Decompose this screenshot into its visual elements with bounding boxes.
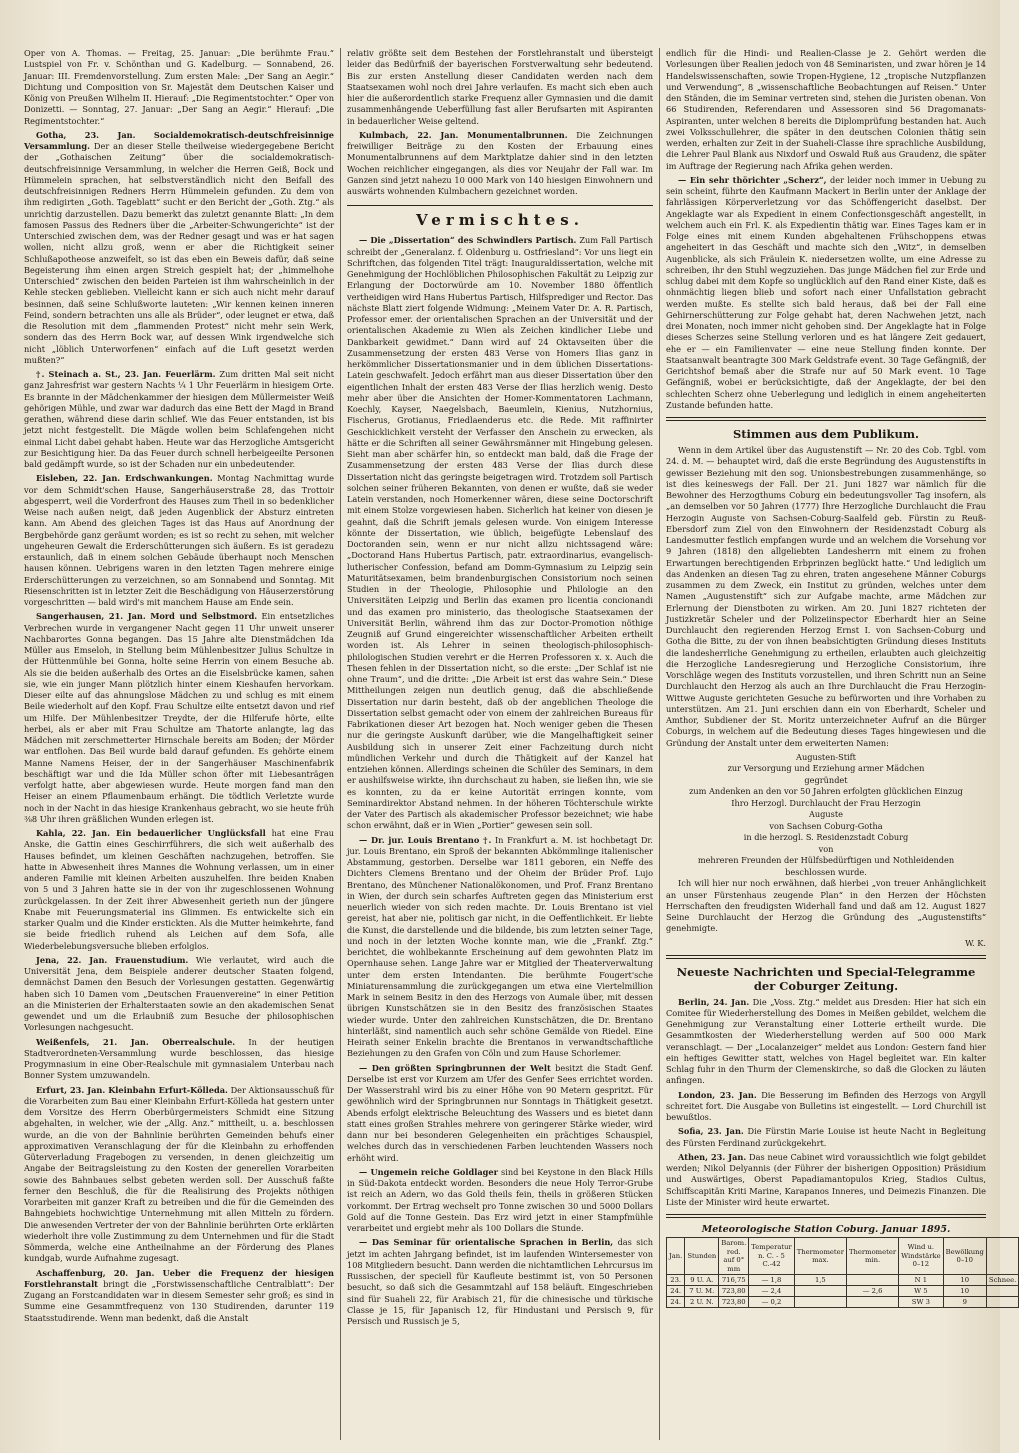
article [666, 48, 986, 172]
article-dateline: Gotha, 23. Jan. Socialdemokratisch-deutschfreisinnige Versammlung. [24, 129, 334, 151]
weather-table-body [667, 1275, 1019, 1308]
weather-cell: 10 [943, 1286, 986, 1297]
weather-cell: 9 [943, 1297, 986, 1308]
article-dateline: Berlin, 24. Jan. [678, 996, 750, 1007]
weather-cell [846, 1275, 898, 1286]
article-dateline: — Ungemein reiche Goldlager [359, 1166, 498, 1177]
stift-name-line: mehreren Freunden der Hülfsbedürftigen und Nothleidenden [697, 855, 955, 866]
article-body: der leider noch immer in Uebung zu sein scheint, führte den Kaufmann Mackert in Berlin unter der Anklage der fahrlässigen Körperverletzung vor das Schöffengericht daselbst. Der Angeklagte war als Expedient in einem Confectionsgeschäft angestellt, in welchem auch ein Frl. K. als Expedientin thätig war. Eines Tages kam er in Folge eines mit einem Kunden abgehaltenen Frühschoppens etwas angeheitert in das Geschäft und machte sich den „Witz“, in demselben Augenblicke, als sich Fräulein K. niedersetzen wollte, um eine Adresse zu schreiben, ihr den Stuhl wegzuziehen. Das junge Mädchen fiel zur Erde und schlug dabei mit dem Kopfe so unglücklich auf den Rand einer Kiste, daß es ohnmächtig liegen blieb und sofort nach einer Unfallstation gebracht werden mußte. Es stellte sich bald heraus, daß bei der Fall eine Gehirnerschütterung zur Folge gehabt hat, deren Nachwehen jetzt, nach drei Monaten, noch immer nicht gehoben sind. Der Angeklagte hat in Folge dieses Scherzes seine Stellung verloren und es hat längere Zeit gedauert, ehe er — ein Familienvater — eine neue Stellung finden konnte. Der Staatsanwalt beantragte 300 Mark Geldstrafe event. 30 Tage Gefängniß, der Gerichtshof bemaß aber die Strafe nur auf 50 Mark event. 10 Tage Gefängniß, wobei er berücksichtigte, daß der Angeklagte, der bei den schlechten Scherz ohne Ueberlegung und lediglich in einem angeheiterten Zustande befunden hatte. [666, 174, 986, 410]
article [24, 955, 334, 1034]
section-heading-telegramme: Neueste Nachrichten und Special-Telegramme der Coburger Zeitung. [676, 964, 976, 993]
article [347, 48, 653, 127]
weather-cell: — 0,2 [749, 1297, 795, 1308]
stift-name-line: beschlossen wurde. [785, 866, 867, 877]
article-body: bringt die „Forstwissenschaftliche Centralblatt“: Der Zugang an Forstcandidaten war in diesem Semester sehr groß; es sind in Summe eine Gesammtfrequenz von 130 Studirenden, darunter 119 Staatsstudirende. Wenn man bedenkt, daß die Anstalt [24, 1278, 334, 1323]
article [24, 828, 334, 952]
weather-row [667, 1297, 1019, 1308]
stift-name-line: zum Andenken an den vor 50 Jahren erfolgten glücklichen Einzug [689, 786, 963, 797]
article [347, 1167, 653, 1235]
section-heading-stimmen: Stimmen aus dem Publikum. [732, 427, 920, 441]
weather-cell: — 1,8 [749, 1275, 795, 1286]
weather-cell: — 2,4 [749, 1286, 795, 1297]
weather-row [667, 1275, 1019, 1286]
article-body: relativ größte seit dem Bestehen der Forstlehranstalt und übersteigt leider das Bedürfniß der bayerischen Forstverwaltung sehr bedeutend. Bis zur ersten Anstellung dieser Candidaten werden nach dem Staatsexamen wohl noch drei Jahre verlaufen. Es macht sich eben auch hier die außerordentlich starke Frequenz aller Gymnasien und die damit zusammenhängende Ueberfüllung fast aller Berufsarten mit Aspiranten in bedauerlicher Weise geltend. [347, 48, 653, 126]
stift-name-line: zur Versorgung und Erziehung armer Mädchen [727, 763, 925, 774]
article-dateline: — Die „Dissertation“ des Schwindlers Partisch. [359, 235, 577, 246]
article [24, 1085, 334, 1265]
stift-name-line: in die herzogl. S. Residenzstadt Coburg [743, 832, 909, 843]
weather-cell: 2 U. N. [685, 1297, 719, 1308]
weather-table-title: Meteorologische Station Coburg. Januar 1895. [701, 1224, 951, 1235]
weather-column-header [986, 1238, 1018, 1275]
article-dateline: — Das Seminar für orientalische Sprachen in Berlin, [359, 1237, 614, 1248]
article [666, 1152, 986, 1208]
section-heading-vermischtes: Vermischtes. [347, 205, 653, 229]
article-dateline: Sangerhausen, 21. Jan. Mord und Selbstmord. [36, 611, 258, 622]
article-dateline: — Ein sehr thörichter „Scherz“, [678, 174, 827, 185]
weather-cell: N 1 [899, 1275, 943, 1286]
weather-cell: Schnee. [986, 1275, 1018, 1286]
article [24, 473, 334, 608]
weather-cell [986, 1286, 1018, 1297]
article [24, 1037, 334, 1082]
article [24, 369, 334, 470]
weather-column-header: Wind u. Windstärke 0–12 [899, 1238, 943, 1275]
weather-cell: 9 U. A. [685, 1275, 719, 1286]
weather-cell: 723,80 [719, 1297, 749, 1308]
column-1 [22, 48, 340, 1440]
article-dateline: Weißenfels, 21. Jan. Oberrealschule. [36, 1036, 236, 1047]
article-dateline: Kahla, 22. Jan. Ein bedauerlicher Unglücksfall [36, 828, 266, 838]
article-body: Der Aktionsausschuß für die Vorarbeiten zum Bau einer Kleinbahn Erfurt-Kölleda hat gestern unter dem Vorsitze des Herrn Oberbürgermeisters Schmidt eine Sitzung abgehalten, in welcher, wie der „Allg. Anz.“ mittheilt, u. a. beschlossen wurde, an die von der Bahnlinie berührten Gemeinden behufs einer approximativen Veranschlagung der für die Kleinbahn zu erhoffenden Güterverladung Fragebogen zu versenden, in denen gleichzeitig um Angabe der Beitragsleistung zu den Kosten der generellen Vorarbeiten sowie des Bahnbaues selbst gebeten werden soll. Der Ausschuß faßte ferner den Beschluß, die für die Realisirung des Projekts nöthigen Vorarbeiten mit ganzer Kraft zu betreiben und die für die Gemeinden des Bahngebiets hochwichtige Unternehmung mit allen Mitteln zu fördern. Die anwesenden Vertreter der von der Bahnlinie berührten Orte erklärten wiederholt ihre volle Zustimmung zu dem Unternehmen und für die Stadt Sömmerda, welche eine Antheilnahme an der Förderung des Planes kundgab, wurde Aufnahme zugesagt. [24, 1084, 334, 1264]
section-divider [666, 417, 986, 421]
weather-cell [794, 1286, 846, 1297]
article-dateline: Athen, 23. Jan. [678, 1151, 747, 1162]
article [24, 611, 334, 825]
weather-cell [986, 1297, 1018, 1308]
article-dateline: Kulmbach, 22. Jan. Monumentalbrunnen. [359, 129, 568, 140]
article-body: Wie verlautet, wird auch die Universität Jena, dem Beispiele anderer deutscher Staaten folgend, demnächst Damen den Besuch der Vorlesungen gestatten. Gegenwärtig haben sich 10 Damen vom „Deutschen Frauenvereine“ in einer Petition an die Ministerien der Erhalterstaaten sowie an den akademischen Senat gewendet und um die Erlaubniß zum Besuche der philosophischen Vorlesungen nachgesucht. [24, 954, 334, 1033]
article-dateline: London, 23. Jan. [678, 1089, 757, 1100]
stift-name-line: von Sachsen Coburg-Gotha [769, 820, 883, 831]
article [347, 235, 653, 831]
article-text: Wenn in dem Artikel über das Augustenstift — Nr. 20 des Cob. Tgbl. vom 24. d. M. — behauptet wird, daß die erste Begründung des Augustenstifts in gewisser Beziehung mit den sog. Unionsbestrebungen zusammenhänge, so ist dies keineswegs der Fall. Der 21. Juni 1827 war nämlich für die Bewohner des Herzogthums Coburg ein bedeutungsvoller Tag insofern, als „an demselben vor 50 Jahren (1777) Ihre Herzogliche Durchlaucht die Frau Herzogin Auguste von Sachsen-Coburg-Saalfeld geb. Fürstin zu Reuß-Ebersdorf zum Ziel von den Einwohnern der Residenzstadt Coburg als Landesmutter festlich empfangen wurde und an welchem die Vorsehung vor 9 Jahren (1818) den allgeliebten Landesherrn mit einem zu frohen Erwartungen berechtigenden Erbprinzen beglückt hatte.“ Und lediglich um das Andenken an diesen Tag zu ehren, traten angesehene Männer Coburgs zusammen zu dem Zweck, ein Institut zu gründen, welches unter dem Namen „Augustenstift“ sich zur Aufgabe machte, arme Mädchen zur Erlernung der Dienstboten zu wirken. Am 20. Juni 1827 richteten der Justizkretär Scheler und der Polizeiinspector Eberhardt hier an Seine Durchlaucht den regierenden Herzog Ernst I. von Sachsen-Coburg und Gotha die Bitte, zu der von ihnen beabsichtigten Gründung dieses Instituts die landesherrliche Genehmigung zu ertheilen, erlaubten auch gleichzeitig die Herzogliche Landesregierung und Herzogliche Consistorium, ihre Vorschläge wegen des Instituts vorzustellen, und ihren Schritt nun an Seine Durchlaucht den Herzog als auch an Ihre Durchlaucht die Frau Herzogin-Wittwe Auguste gerichteten Gesuche zu befürworten und ihre Vorhaben zu unterstützen. Am 21. Juni erschien dann ein von Eberhardt, Scheler und Amthor, Subdiener der St. Moritz unterzeichneter Aufruf an die Bürger Coburgs, in welchem auf die Bedeutung dieses Tages hingewiesen und die Gründung der Anstalt unter dem erweiterten Namen: [666, 445, 986, 748]
article-body: Zum Fall Partisch schreibt der „Generalanz. f. Oldenburg u. Ostfriesland“: Vor uns liegt ein Schriftchen, das folgenden Titel trägt: Inauguraldissertation, welche mit Genehmigung der Hochlöblichen Philosophischen Fakultät zu Leipzig zur Erlangung der Doctorwürde am 10. November 1880 öffentlich vertheidigen wird Hans Hubertus Partisch, Hilfsprediger und Rector. Das nächste Blatt ziert folgende Widmung: „Meinem Vater Dr. A. R. Partisch, Professor emer. der orientalischen Sprachen an der Universität und der orientalischen Akademie zu Wien als Zeichen kindlicher Liebe und Dankbarkeit gewidmet.“ Dann wird auf 24 Oktavseiten über die Zusammensetzung der ersten 483 Verse von Homers Ilias ganz in herkömmlicher Dissertationsmanier und in dem üblichen Dissertations-Latein geschwafelt. Jedoch erfährt man aus dieser Dissertation über den eigentlichen Inhalt der ersten 483 Verse der Ilias herzlich wenig. Desto mehr aber über die Ansichten der Homer-Kommentatoren Lachmann, Koechly, Kayser, Naegelsbach, Baeumlein, Kienius, Nutzhornius, Fischerus, Grotianus, Friedlaenderus etc. die Rede. Mit raffinirter Geschicklichkeit versteht der Verfasser den Anschein zu erwecken, als hätte er die Schriften all seiner Gewährsmänner mit Hingebung gelesen. Sieht man aber schärfer hin, so entdeckt man bald, daß die Frage der Zusammensetzung der ersten 483 Verse der Ilias durch diese Dissertation nicht das geringste beigetragen wird. Trotzdem soll Partisch solchen seiner früheren Bekannten, von denen er wußte, daß sie weder Latein verstanden, noch Homerkenner wären, diese seine Doctorschrift mit einem Stolze vorgewiesen haben. Sicherlich hat keiner von diesen je geahnt, daß die Schrift jemals gelesen wurde. Von einigem Interesse könnte der Dissertation, wie üblich, beigefügte Lebenslauf des Doctoranden sein, wenn er nur nicht allzu nichtssagend wäre: „Doctorand Hans Hubertus Partisch, patr. extraordinarius, evangelisch-lutherischer Confession, befand am Domm-Gymnasium zu Leipzig sein Maturitätsexamen, beim brandenburgischen Consistorium noch seinen Studien in der Theologie, Philosophie und Philologie an den Universitäten Leipzig und Berlin das examen pro licentia concionandi und das examen pro ministerio, das theologische Staatsexamen der Universität Berlin, während ihm das zur Doctor-Promotion nöthige Zeugniß auf Grund eingereichter wissenschaftlicher Arbeiten ertheilt worden ist. Als Lehrer in seinen theologisch-philosophisch-philologischen Studien verehrt er die Herren Professoren x. x. Auch die Thesen fehlen in der Dissertation nicht, so die erste: „Der Schlaf ist nie ohne Traum“, und die dritte: „Die Arbeit ist erst das wahre Sein.“ Diese Mittheilungen zeigen nun deutlich genug, daß die abschließende Dissertation nur darin besteht, daß ob der angeblichen Theologe die Dissertation selbst gemacht oder von einem der zahlreichen Bureaus für Fabrikationen dieser Art bezogen hat. Noch weniger geben die Thesen nur die geringste Auskunft darüber, wie die Mangelhaftigkeit seiner Ausbildung sich in unserer Zeit einer Fachzeitung durch nicht mündlichen Verkehr und durch die Thätigkeit auf der Kanzel hat entziehen können. Allerdings scheinen die Schüler des Seminars, in dem er aushilfsweise wirkte, ihn durchschaut zu haben, sie ließen ihn, wie sie es konnten, zu da er keine Autorität erringen konnte, vom Seminardirektor Abstand nehmen. In der höheren Töchterschule wirkte der Vater des Partisch als akademischer Professor bezeichnet; wie habe schon erwähnt, daß er in Wien „Portier“ gewesen sein soll. [347, 235, 653, 831]
article-body: In der heutigen Stadtverordneten-Versammlung wurde beschlossen, das hiesige Progymnasium in eine Ober-Realschule mit gymnasialem Unterbau nach Bonner System umzuwandeln. [24, 1036, 335, 1081]
weather-cell: 716,75 [719, 1275, 749, 1286]
stift-name-line: gegründet [804, 774, 848, 785]
weather-column-header: Stunden [685, 1238, 719, 1275]
article-body: Das neue Cabinet wird voraussichtlich wie folgt gebildet werden; Nikol Delyannis (der Führer der bisherigen Opposition) Präsidium und Auswärtiges, Oberst Papadiamantopulos Krieg, Stadios Cultus, Schiffscapitän Kriti Marine, Karapanos Inneres, und Deimezis Finanzen. Die Liste der Minister wird heute erwartet. [666, 1151, 986, 1207]
article-body: Die Zeichnungen freiwilliger Beiträge zu den Kosten der Erbauung eines Monumentalbrunnens auf dem Marktplatze dahier sind in den letzten Wochen reichlicher eingegangen, als dies vor Neujahr der Fall war. Im Ganzen sind jetzt nahezu 10 000 Mark von 140 hiesigen Einwohnern und auswärts wohnenden Kulmbachern gezeichnet worden. [347, 129, 653, 196]
article-body: endlich für die Hindi- und Realien-Classe je 2. Gehört werden die Vorlesungen über Realien jedoch von 48 Seminaristen, und zwar hören je 14 Handelswissenschaften, sowie Tropen-Hygiene, 12 „tropische Nutzpflanzen und Verwendung“, 8 „wissenschaftliche Beobachtungen auf Reisen.“ Unter den Ständen, die im Seminar vertreten sind, stehen die Juristen obenan. Von 66 Studirenden, Referendaren und Assessoren sind 56 Dragomanats-Aspiranten, unter welchen 8 bereits die Diplomprüfung bestanden hat. Auch zwei Volksschullehrer, die später in den deutschen Colonien thätig sein werden, erhalten zur Zeit in der Suaheli-Classe ihre sprachliche Ausbildung, die Lehrer Paul Blank aus Nixdorf und Oswald Ruß aus Graudenz, die später im Auftrage der Regierung nach Afrika gehen werden. [666, 48, 986, 171]
weather-cell: — 2,6 [846, 1286, 898, 1297]
article-dateline: Aschaffenburg, 20. Jan. Ueber die Frequenz der hiesigen Forstlehranstalt [24, 1267, 334, 1289]
stift-name-line: Auguste [808, 809, 844, 820]
stift-name-line: Ihro Herzogl. Durchlaucht der Frau Herzogin [731, 797, 921, 808]
weather-column-header: Thermometer max. [794, 1238, 846, 1275]
weather-cell: 1,5 [794, 1275, 846, 1286]
article [666, 175, 986, 411]
weather-cell: 24. [667, 1286, 685, 1297]
article-body: Der an dieser Stelle theilweise wiedergegebene Bericht der „Gothaischen Zeitung“ über die socialdemokratisch-deutschfreisinnige Versammlung, in welcher die Herren Geiß, Bock und Hümmelein sprachen, hat selbstverständlich nicht den Beifall des deutschfreisinnigen Redners Herrn Hümmelein gefunden. Zu dem von ihm redigirten „Goth. Tageblatt“ sucht er den Bericht der „Goth. Ztg.“ als unrichtig darzustellen. Dazu bemerkt das zuletzt genannte Blatt: „In dem famosen Passus des Redners über die „Arbeiter-Schwungerichte“ ist der Unterschied zwischen dem, was der Redner gesagt und was er hat sagen wollen, nicht allzu groß, wenn er aber die Richtigkeit seiner Schlußapotheose anzweifelt, so ist das eben ein Beweis dafür, daß seine Begeisterung ihm einen argen Streich gespielt hat; der „himmelhohe Unterschied“ zwischen den beiden Parteien ist ihm wahrscheinlich in der Kehle stecken geblieben. Vielleicht kann er sich auch nicht mehr darauf besinnen, daß seine Schlußworte lauteten: „Wir kennen keinen inneren Feind, sondern betrachten uns alle als Brüder“, oder leugnet er etwa, daß die Resolution mit dem „flammenden Protest“ nicht mehr sein Werk, sondern das des Herrn Bock war, auf dessen Wink irgendwelche sich nicht „löblich Unterworfenen“ einfach auf die Luft gesetzt werden mußten?“ [24, 141, 334, 365]
article-dateline: †. Steinach a. St., 23. Jan. Feuerlärm. [36, 369, 216, 379]
weather-cell [846, 1297, 898, 1308]
signature: W. K. [965, 937, 986, 948]
weather-cell: 7 U. M. [685, 1286, 719, 1297]
section-divider [666, 955, 986, 959]
column-2-bottom [347, 235, 653, 1327]
article-body: Die „Voss. Ztg.“ meldet aus Dresden: Hier hat sich ein Comitee für Wiederherstellung des Domes in Meißen gebildet, welchem die Genehmigung zur Veranstaltung einer Lotterie ertheilt wurde. Die Gesammtkosten der Wiederherstellung werden auf 500 000 Mark veranschlagt. — Der „Localanzeiger“ meldet aus London: Gestern fand hier ein heftiges Gewitter statt, welches von Hagel begleitet war. Ein kalter Schlag fuhr in den Thurm der Clemenskirche, so daß die Glocken zu läuten anfingen. [666, 996, 986, 1086]
article-dateline: Sofia, 23. Jan. [678, 1126, 744, 1137]
article [347, 1237, 653, 1327]
article-dateline: Eisleben, 22. Jan. Erdschwankungen. [36, 473, 213, 484]
article-body: Die Fürstin Marie Louise ist heute Nacht in Begleitung des Fürsten Ferdinand zurückgekehrt. [666, 1126, 986, 1148]
weather-column-header: Jan. [667, 1238, 685, 1275]
weather-column-header: Temperatur n. C. ‑ 5 C.‑42 [749, 1238, 795, 1275]
weather-column-header: Thermometer min. [846, 1238, 898, 1275]
weather-cell: 23. [667, 1275, 685, 1286]
weather-cell [794, 1297, 846, 1308]
article [24, 130, 334, 366]
article-dateline: Erfurt, 23. Jan. Kleinbahn Erfurt-Kölleda. [36, 1084, 228, 1095]
telegram-list [666, 997, 986, 1209]
weather-column-header: Barom. red. auf 0° mm [719, 1238, 749, 1275]
weather-table-header [667, 1238, 1019, 1275]
column-2-top [347, 48, 653, 197]
column-2 [341, 48, 659, 1440]
article-dateline: — Dr. jur. Louis Brentano †. [359, 834, 492, 845]
column-3-top [666, 48, 986, 411]
article-body: das sich jetzt im achten Jahrgang befindet, ist im laufenden Wintersemester von 108 Mitgliedern besucht. Dann werden die nichtamtlichen Lehrcursus im Russischen, der speciell für Kaufleute bestimmt ist, von 50 Personen besucht, so daß sich die Gesammtzahl auf 158 beläuft. Eingeschrieben sind für Suaheli 22, für Arabisch 21, für die chinesische und türkische Classe je 15, für Japanisch 12, für Hindustani und Persisch 9, für Persisch und Russisch je 5, [347, 1237, 653, 1326]
columns [22, 48, 1017, 1440]
weather-table [666, 1237, 1019, 1308]
column-3 [660, 48, 1017, 1440]
article-body: sind bei Keystone in den Black Hills in Süd-Dakota entdeckt worden. Besonders die neue Holy Terror-Grube ist reich an Adern, wo das Gold theils fein, theils in größeren Stücken vorkommt. Der Ertrag wechselt pro Tonne zwischen 30 und 5000 Dollars Gold auf die Tonne Gestein. Das Erz wird jetzt in einer Stampfmühle verarbeitet und ergiebt mehr als 100 Dollars die Stunde. [347, 1166, 653, 1233]
article-body: hat eine Frau Anske, die Gattin eines Geschirrführers, die sich weit außerhalb des Hauses befindet, um kleinen Geschäften nachzugehen, betroffen. Sie hatte in Abwesenheit ihres Mannes die Wohnung verlassen, um in einer anderen Familie mit kleinen Arbeiten auszuhelfen. Ihre beiden Knaben von 5 und 3 Jahren hatte sie in der von ihr zugeschlossenen Wohnung zurückgelassen. In der Zeit ihrer Abwesenheit gerieth nun der jüngere Knabe mit Feuerungsmaterial ins Glimmen. Es entwickelte sich ein starker Qualm und die Kinder erstickten. Als die Mutter heimkehrte, fand sie beide friedlich ruhend als Leichen auf dem Sofa, alle Wiederbelebungsversuche blieben erfolglos. [24, 828, 334, 951]
article-body: Ein entsetzliches Verbrechen wurde in vergangener Nacht gegen 11 Uhr unweit unserer Nachbarortes Gonna begangen. Das 15 Jahre alte Dienstmädchen Ida Müller aus Emseloh, in Stellung beim Mühlenbesitzer Julius Schultze in der Hüttenmühle bei Gonna, holte seine Herrin von einem Besuche ab. Als sie die beiden außerhalb des Ortes an die Eiselsbrücke kamen, sahen sie, wie ein junger Mann plötzlich hinter einem Kieshaufen hervorkam. Dieser eilte auf das ahnungslose Mädchen zu und schlug es mit einem Beile wiederholt auf den Kopf. Frau Schultze eilte entsetzt davon und rief um Hilfe. Der Mühlenbesitzer Treydte, der die Hilferufe hörte, eilte herbei, als er aber mit Frau Schultze am Thatorte anlangte, lag das Mädchen mit zerschmetterter Hirnschale bereits am Boden; der Mörder war entflohen. Das Beil wurde bald darauf gefunden. Es gehörte einem Manne Namens Heiser, der in der Sangerhäuser Maschinenfabrik beschäftigt war und die Ida Müller schon öfter mit Liebesanträgen verfolgt hatte, aber abgewiesen wurde. Heute morgen fand man den Heiser an einem Pflaumenbaum erhängt. Die tödtlich Verletzte wurde noch in der Nacht in das hiesige Krankenhaus gebracht, wo sie heute früh ⅜8 Uhr ihren gräßlichen Wunden erlegen ist. [24, 611, 334, 824]
article [666, 997, 986, 1087]
article-body: besitzt die Stadt Genf. Derselbe ist erst vor Kurzem am Ufer des Genfer Sees errichtet worden. Der Wasserstrahl wird bis zu einer Höhe von 90 Metern gespritzt. Für gewöhnlich wird der Springbrunnen nur Sonntags in Thätigkeit gesetzt. Abends erfolgt elektrische Beleuchtung des Wassers und es bietet dann statt eines großen Strahles mehrere von geringerer Stärke wieder, wird dann nur bei besonderen Gelegenheiten ein prächtiges Schauspiel, welches durch das in verschiedenen Farben leuchtenden Wassers noch erhöht wird. [347, 1062, 654, 1163]
article-dateline: Jena, 22. Jan. Frauenstudium. [36, 954, 189, 965]
stift-name-line: Augusten-Stift [796, 751, 856, 762]
article-body: Die Besserung im Befinden des Herzogs von Argyll schreitet fort. Die Ausgabe von Bulletins ist eingestellt. — Lord Churchill ist bewußtlos. [666, 1089, 987, 1122]
weather-cell: W 5 [899, 1286, 943, 1297]
article-body: Oper von A. Thomas. — Freitag, 25. Januar: „Die berühmte Frau.“ Lustspiel von Fr. v. Schönthan und G. Kadelburg. — Sonnabend, 26. Januar: III. Fremdenvorstellung. Zum ersten Male: „Der Sang an Aegir.“ Dichtung und Composition von Sr. Majestät dem Deutschen Kaiser und König von Preußen Wilhelm II. Hierauf: „Die Regimentstochter.“ Oper von Donizetti. — Sonntag, 27. Januar: „Der Sang an Aegir.“ Hierauf: „Die Regimentstochter.“ [24, 48, 334, 126]
weather-column-header: Bewölkung 0–10 [943, 1238, 986, 1275]
article [24, 1268, 334, 1324]
article-text: Ich will hier nur noch erwähnen, daß hierbei „von treuer Anhänglichkeit an unser Fürstenhaus zeugende Plan“ in den Herzen der Höchsten Herrschaften den freudigsten Widerhall fand und daß am 12. August 1827 Seine Durchlaucht der Herzog die Gründung des „Augustenstifts“ genehmigte. [666, 878, 986, 934]
article [347, 130, 653, 198]
article-body: Zum dritten Mal seit nicht ganz Jahresfrist war gestern Nachts ¼ 1 Uhr Feuerlärm in hiesigem Orte. Es brannte in der Mädchenkammer der hiesigen dem Müllermeister Weiß gehörigen Mühle, und zwar war dadurch das eine Bett der Magd in Brand gerathen, während diese darin schlief. Wie das Feuer entstanden, ist bis jetzt nicht festgestellt. Die Mägde wollen beim Schlafengehen nicht einmal Licht dabei gehabt haben. Heute war das Herzogliche Amtsgericht zur Besichtigung hier. Da das Feuer durch schnell herbeigeeilte Personen bald gedämpft wurde, so ist der Schaden nur ein unbedeutender. [24, 369, 334, 469]
article [666, 1090, 986, 1124]
stift-name-block [666, 752, 986, 879]
article-body: In Frankfurt a. M. ist hochbetagt Dr. jur. Louis Brentano, ein Sproß der bekannten Abkömmlinge italienischer Abstammung, gestorben. Derselbe war 1811 geboren, ein Neffe des Dichters Clemens Brentano und der Oheim der Brüder Prof. Lujo Brentano, des Münchener Nationalökonomen, und Prof. Franz Brentano in Wien, der durch sein scharfes Auftreten gegen das Ministerium erst neuerlich wieder von sich reden machte. Dr. Louis Brentano ist viel gereist, hat aber nie, politisch gar nicht, in die Oeffentlichkeit. Er liebte die Kunst, die darstellende und die bildende, bis zum letzten seiner Tage, und noch in der letzten Woche konnte man, wie die „Frankf. Ztg.“ berichtet, die wohlbekannte Erscheinung auf dem gewohnten Platz im Opernhause sehen. Lange Jahre war er Mitglied der Theaterverwaltung unter dem ersten Intendanten. Die berühmte Fougert'sche Miniaturensammlung die zurückgegangen um etwa eine Viertelmillion Mark in seinem Besitz in den des Herzogs von Aumale über, mit dessen übrigen Kunstschätzen sie in den Besitz des französischen Staates wieder wurde. Unter den zahlreichen Kunstschätzen, die Dr. Brentano hinterläßt, sind namentlich auch sehr schöne Gemälde von Riedel. Eine Heirath seiner Enkelin brachte die Brentanos in verwandtschaftliche Beziehungen zu den Grafen von Cöln und zum Hause Schorlemer. [347, 834, 653, 1059]
article-body: Montag Nachmittag wurde vor dem Schmidt'schen Hause, Sangerhäuserstraße 28, das Trottoir abgesperrt, weil die Vorderfront des Hauses zum Theil in so bedenklicher Weise nach außen neigt, daß jeden Augenblick der Absturz eintreten kann. Am Abend des gleichen Tages ist das Haus auf Anordnung der Bergbehörde ganz geräumt worden; es ist so recht zu sehen, mit welcher ungeheuren Gewalt die Erderschütterungen sich äußern. Es ist geradezu erstaunlich, daß in einem solchen Gebäude überhaupt noch Menschen hausen können. Uebrigens waren in den letzten Tagen mehrere einige Erderschütterungen zu verzeichnen, so am Sonnabend und Sonntag. Mit Riesenschritten ist in letzter Zeit die Beschädigung von Häuserzerstörung vorgeschritten — bald wird's mit manchem Hause am Ende sein. [24, 473, 334, 607]
article [347, 1063, 653, 1164]
weather-cell: SW 3 [899, 1297, 943, 1308]
weather-row [667, 1286, 1019, 1297]
weather-cell: 10 [943, 1275, 986, 1286]
stift-name-line: von [818, 843, 834, 854]
weather-cell: 24. [667, 1297, 685, 1308]
article [666, 1126, 986, 1149]
article-dateline: — Den größten Springbrunnen der Welt [359, 1062, 551, 1073]
article [24, 48, 334, 127]
weather-cell: 723,80 [719, 1286, 749, 1297]
article [347, 835, 653, 1060]
section-divider [666, 1214, 986, 1218]
